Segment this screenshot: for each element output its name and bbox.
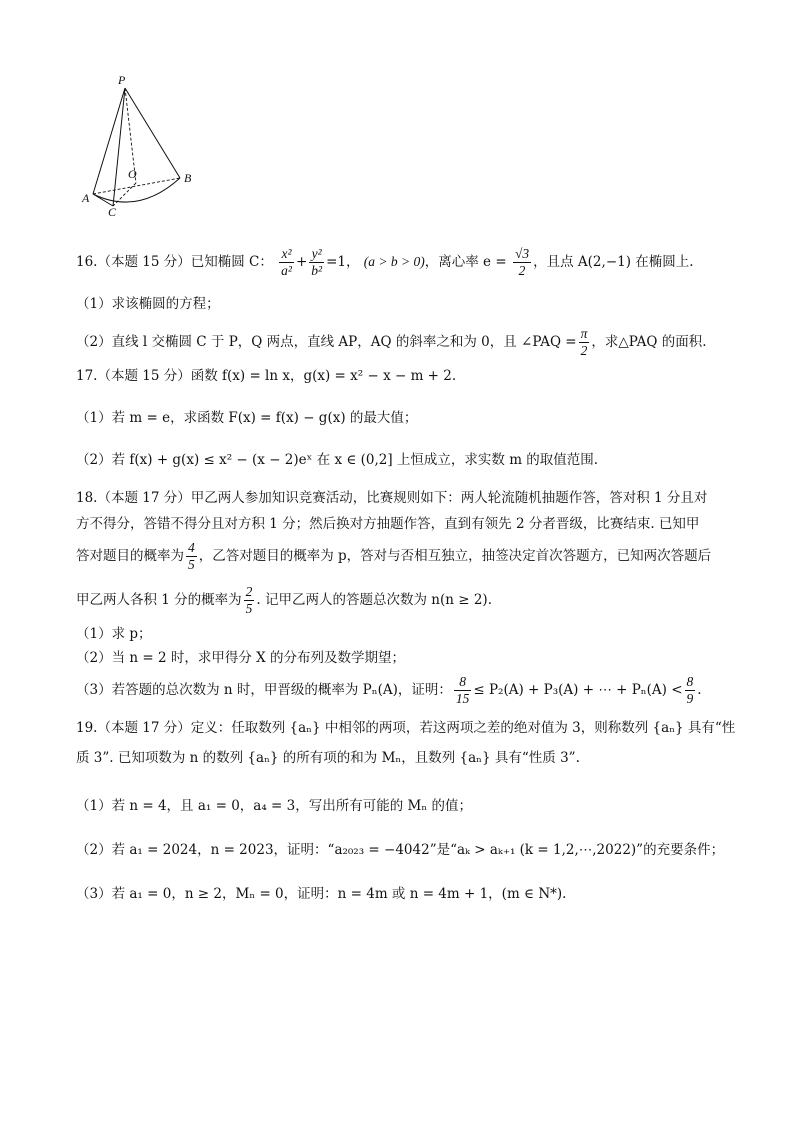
label-C: C — [108, 205, 117, 216]
q18-part1: （1）求 p； — [76, 626, 152, 642]
cone-figure — [78, 66, 208, 216]
q18-line1: 18.（本题 17 分）甲乙两人参加知识竞赛活动，比赛规则如下：两人轮流随机抽题作答，答对积 1 分且对 — [76, 490, 708, 506]
label-B: B — [184, 171, 192, 185]
q19-part3: （3）若 a₁ = 0，n ≥ 2，Mₙ = 0，证明：n = 4m 或 n = 4m + 1，(m ∈ N*). — [76, 886, 567, 902]
q16-part1: （1）求该椭圆的方程； — [76, 296, 220, 312]
q16-stem: 16.（本题 15 分）已知椭圆 C： $\frac{\text{x²}}{\text{a²}}$ + $\frac{\text{y²}}{\text{b²}}$ =1， (a > b > 0)，离心率 e = $\frac{√3}{2}$ ，且点 A(2,−1) 在椭圆上. — [76, 246, 694, 278]
q19-line1: 19.（本题 17 分）定义：任取数列 {aₙ} 中相邻的两项，若这两项之差的绝对值为 3，则称数列 {aₙ} 具有“性 — [76, 720, 736, 736]
q16-part2: （2）直线 l 交椭圆 C 于 P，Q 两点，直线 AP，AQ 的斜率之和为 0，且 ∠PAQ = $\frac{\pi}{2}$ ，求△PAQ 的面积. — [76, 326, 707, 358]
q18-frac-2-5: $\frac{2}{5}$ — [245, 584, 253, 616]
q17-part2: （2）若 f(x) + g(x) ≤ x² − (x − 2)eˣ 在 x ∈ (0,2] 上恒成立，求实数 m 的取值范围. — [76, 452, 599, 468]
q18-frac-8-9: $\frac{8}{9}$ — [686, 674, 694, 706]
q17-part1: （1）若 m = e，求函数 F(x) = f(x) − g(x) 的最大值； — [76, 410, 418, 426]
edge-PB — [125, 88, 180, 178]
q18-frac-8-15: $\frac{8}{15}$ — [455, 674, 470, 706]
q19-part1: （1）若 n = 4，且 a₁ = 0，a₄ = 3，写出所有可能的 Mₙ 的值； — [76, 798, 472, 814]
q16-condition: (a > b > 0) — [363, 254, 425, 269]
q18-part3: （3）若答题的总次数为 n 时，甲晋级的概率为 Pₙ(A)，证明： $\frac{8}{15}$ ≤ P₂(A) + P₃(A) + ⋯ + Pₙ(A) < $\frac{8}{9}$ . — [76, 674, 702, 706]
q18-line3: 答对题目的概率为 $\frac{4}{5}$ ，乙答对题目的概率为 p，答对与否相互独立，抽签决定首次答题方，已知两次答题后 — [76, 540, 712, 572]
q17-stem: 17.（本题 15 分）函数 f(x) = ln x，g(x) = x² − x − m + 2. — [76, 368, 457, 384]
q19-part2: （2）若 a₁ = 2024，n = 2023，证明：“a₂₀₂₃ = −4042”是“aₖ > aₖ₊₁ (k = 1,2,⋯,2022)”的充要条件； — [76, 842, 725, 858]
edge-PA — [93, 88, 125, 194]
cone-diagram — [78, 66, 208, 216]
label-O: O — [128, 167, 137, 181]
q18-line4: 甲乙两人各积 1 分的概率为 $\frac{2}{5}$ . 记甲乙两人的答题总次数为 n(n ≥ 2). — [76, 584, 492, 616]
q16-frac-pi: $\frac{\pi}{2}$ — [580, 326, 588, 358]
q16-head: 16.（本题 15 分）已知椭圆 C： — [76, 254, 273, 270]
q18-part2: （2）当 n = 2 时，求甲得分 X 的分布列及数学期望； — [76, 650, 406, 666]
q18-line2: 方不得分，答错不得分且对方积 1 分；然后换对方抽题作答，直到有领先 2 分者晋级，比赛结束. 已知甲 — [76, 516, 700, 532]
q16-frac-ecc: $\frac{√3}{2}$ — [514, 246, 530, 278]
base-arc — [93, 178, 180, 202]
q18-frac-4-5: $\frac{4}{5}$ — [188, 540, 195, 572]
q16-frac-x: $\frac{\text{x²}}{\text{a²}}$ — [281, 246, 292, 278]
q19-line2: 质 3”. 已知项数为 n 的数列 {aₙ} 的所有项的和为 Mₙ，且数列 {aₙ} 具有“性质 3”. — [76, 750, 580, 766]
label-P: P — [118, 73, 126, 87]
q16-frac-y: $\frac{\text{y²}}{\text{b²}}$ — [311, 246, 323, 278]
label-A: A — [82, 191, 90, 205]
